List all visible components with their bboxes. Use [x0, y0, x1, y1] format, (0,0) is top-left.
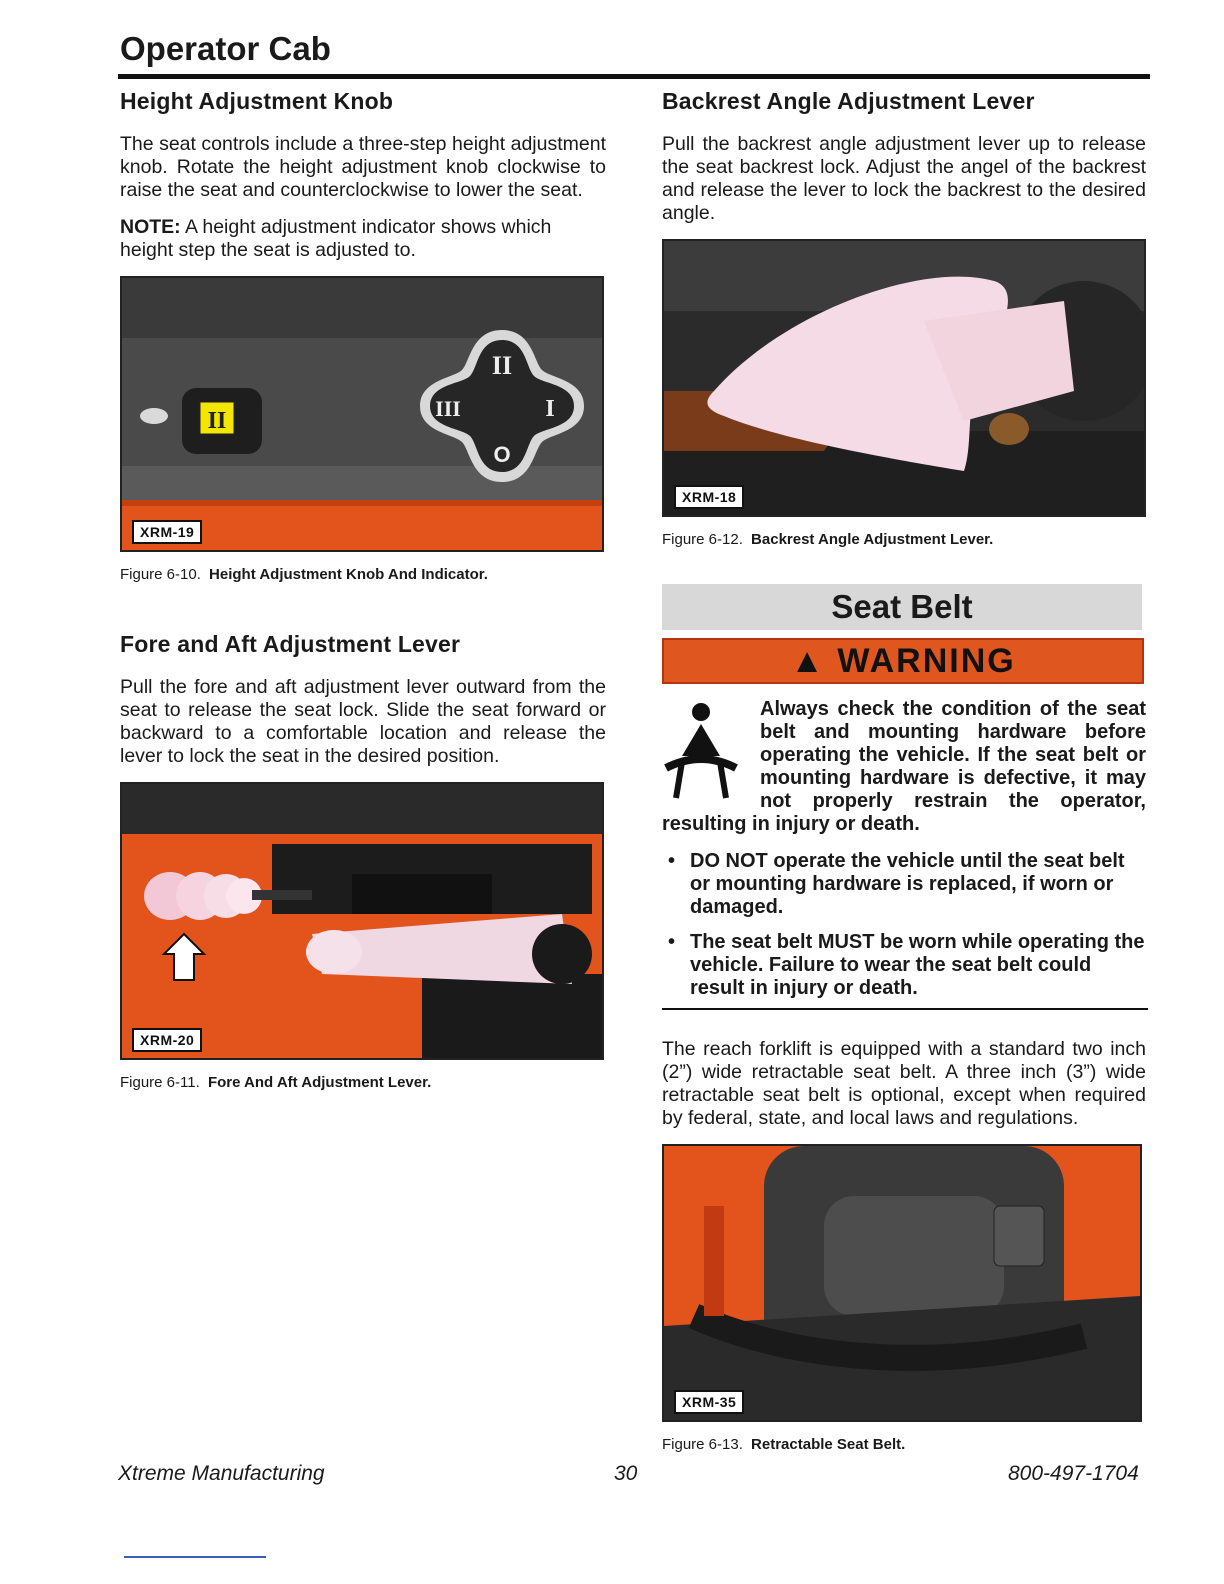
caption-number: Figure 6-11. — [120, 1074, 200, 1091]
warning-banner — [662, 638, 1144, 684]
footer-phone: 800-497-1704 — [1008, 1462, 1139, 1485]
caption-text: Height Adjustment Knob And Indicator. — [209, 566, 488, 583]
left-column — [120, 88, 606, 1091]
photo-tag-xrm-35: XRM-35 — [674, 1390, 744, 1414]
backrest-illustration — [664, 241, 1144, 515]
seat-belt-paragraph: The reach forklift is equipped with a standard two inch (2”) wide retractable seat belt. A three inch (3”) wide retractable seat belt is optional, except when required by federal, state, and local laws and regulations. — [662, 1038, 1146, 1129]
height-adjust-heading: Height Adjustment Knob — [120, 88, 394, 114]
knob-label-left: III — [435, 396, 461, 421]
figure-6-13-caption — [662, 1436, 1146, 1453]
seat-belt-photo — [662, 1144, 1142, 1422]
figure-6-11-caption — [120, 1074, 606, 1091]
page-title: Operator Cab — [120, 30, 331, 67]
height-adjust-paragraph: The seat controls include a three-step height adjustment knob. Rotate the height adjustment knob clockwise to raise the seat and counterclockwise to lower the seat. — [120, 133, 606, 201]
backrest-paragraph: Pull the backrest angle adjustment lever up to release the seat backrest lock. Adjust the angel of the backrest and release the lever to lock the backrest to the desired angle. — [662, 133, 1146, 224]
caption-number: Figure 6-13. — [662, 1436, 743, 1453]
fore-aft-heading: Fore and Aft Adjustment Lever — [120, 631, 461, 657]
right-column — [662, 88, 1146, 1453]
photo-tag-xrm-19: XRM-19 — [132, 520, 202, 544]
fore-aft-illustration — [122, 784, 602, 1058]
backrest-heading: Backrest Angle Adjustment Lever — [662, 88, 1035, 114]
fore-aft-paragraph: Pull the fore and aft adjustment lever outward from the seat to release the seat lock. Slide the seat forward or backward to a comfortable location and release the lever to lock the seat in the desired position. — [120, 676, 606, 767]
warning-bullets — [662, 850, 1146, 1000]
warning-label: WARNING — [837, 642, 1016, 680]
warning-bullet: • DO NOT operate the vehicle until the seat belt or mounting hardware is replaced, if worn or damaged. — [668, 850, 1125, 918]
warning-text: Always check the condition of the seat belt and mounting hardware before operating the vehicle. If the seat belt or mounting hardware is defective, it may not properly restrain the operator, resulting in injury or death. — [662, 698, 1146, 835]
warning-body — [662, 698, 1146, 1010]
indicator-label: II — [207, 408, 227, 434]
note-label: NOTE: — [120, 216, 181, 238]
caption-number: Figure 6-12. — [662, 531, 743, 548]
backrest-photo — [662, 239, 1146, 517]
warning-triangle-icon: ▲ — [790, 642, 826, 680]
seatbelt-operator-icon — [656, 698, 746, 808]
caption-text: Retractable Seat Belt. — [751, 1436, 906, 1453]
fore-aft-photo — [120, 782, 604, 1060]
knob-label-right: I — [545, 396, 555, 422]
footer-page-number: 30 — [614, 1462, 638, 1485]
caption-number: Figure 6-10. — [120, 566, 201, 583]
title-rule — [118, 74, 1150, 79]
warning-end-rule — [662, 1008, 1148, 1010]
seat-belt-illustration — [664, 1146, 1140, 1420]
bottom-line — [124, 1556, 266, 1558]
height-knob-illustration — [122, 278, 602, 550]
height-knob-photo — [120, 276, 604, 552]
figure-6-10-caption — [120, 566, 606, 583]
footer-company: Xtreme Manufacturing — [118, 1462, 325, 1485]
warning-bullet: • The seat belt MUST be worn while operating the vehicle. Failure to wear the seat belt could result in injury or death. — [668, 931, 1145, 999]
caption-text: Fore And Aft Adjustment Lever. — [207, 1074, 432, 1091]
knob-label-bottom: O — [493, 442, 511, 467]
photo-tag-xrm-18: XRM-18 — [674, 485, 744, 509]
height-adjust-note — [120, 216, 606, 262]
note-text: A height adjustment indicator shows which height step the seat is adjusted to. — [120, 216, 552, 261]
figure-6-12-caption — [662, 531, 1146, 548]
photo-tag-xrm-20: XRM-20 — [132, 1028, 202, 1052]
knob-label-top: II — [491, 351, 513, 380]
seat-belt-banner: Seat Belt — [662, 584, 1142, 630]
caption-text: Backrest Angle Adjustment Lever. — [751, 531, 994, 548]
